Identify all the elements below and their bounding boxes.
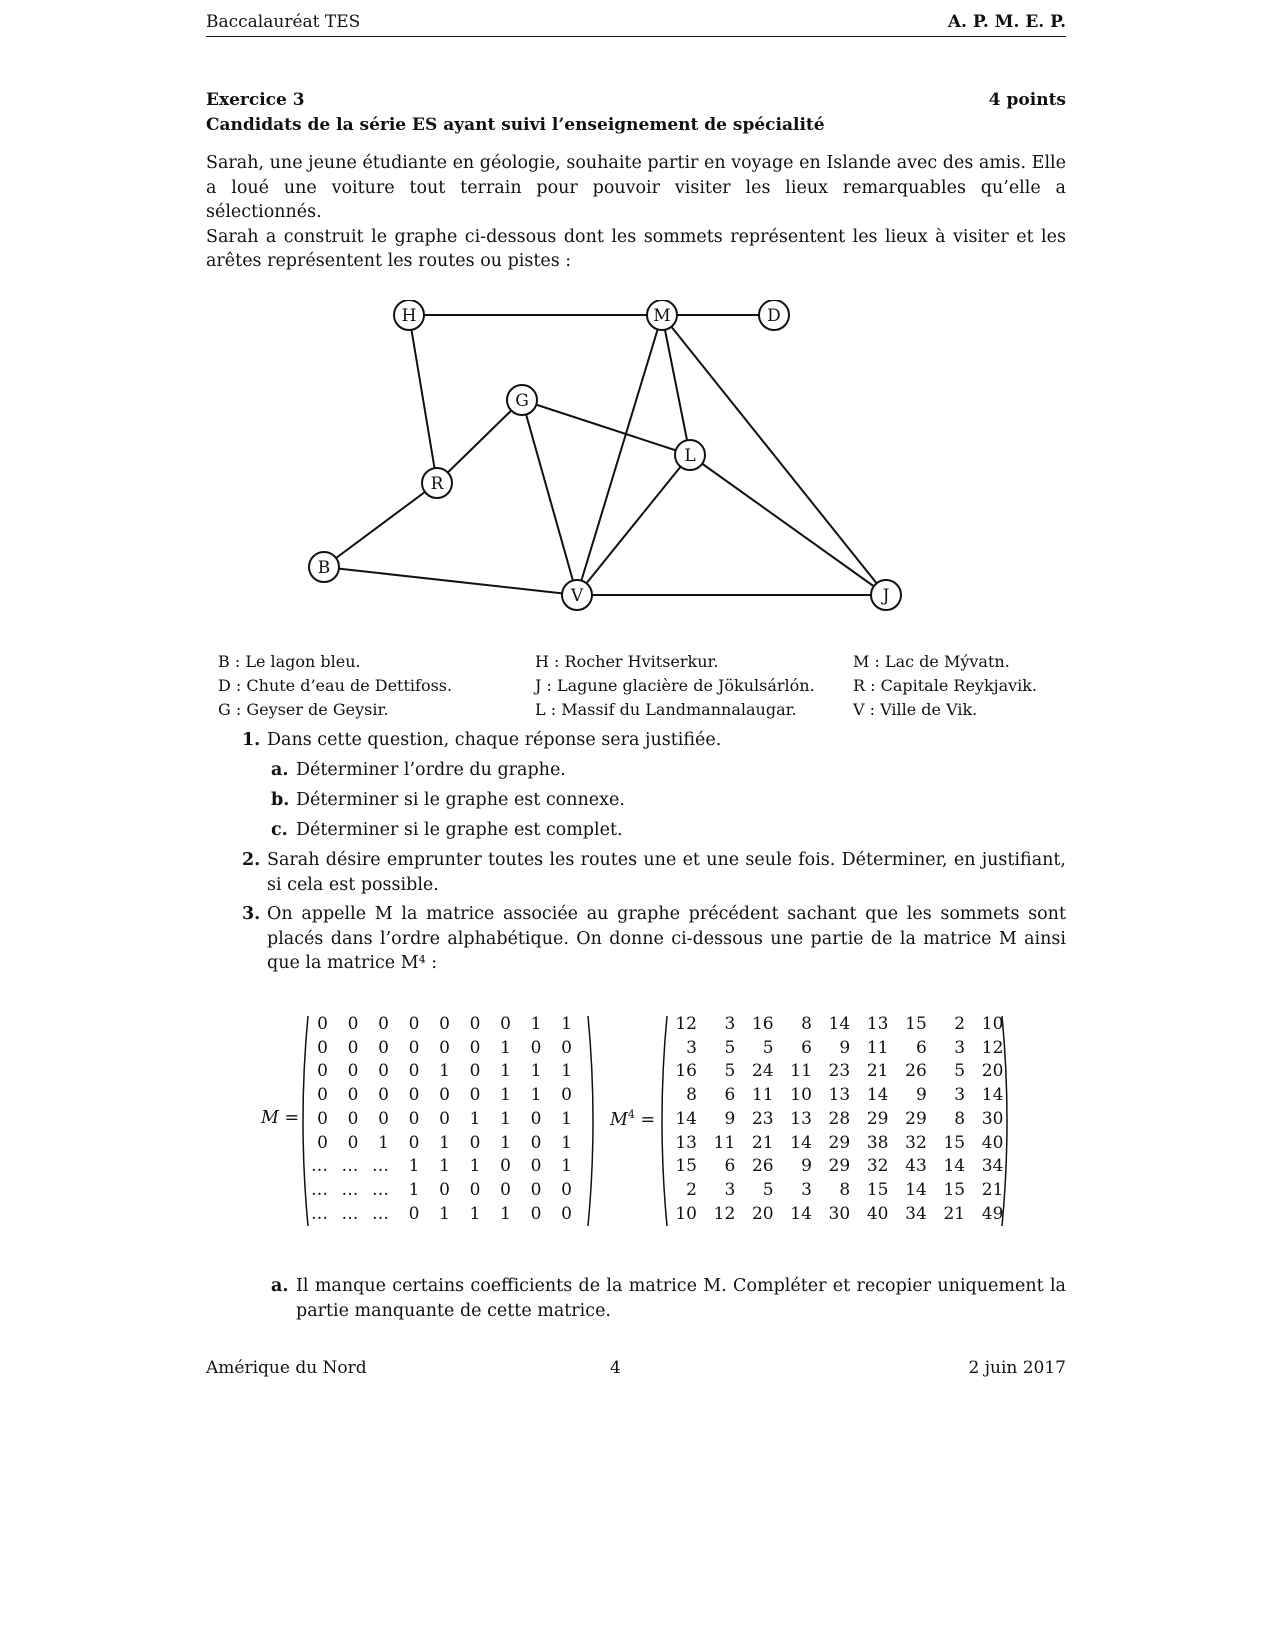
matrix-m-cell: 0 xyxy=(347,1061,359,1082)
matrix-m-cell: … xyxy=(311,1203,328,1224)
exercise-subtitle: Candidats de la série ES ayant suivi l’enseignement de spécialité xyxy=(206,115,825,135)
matrix-m4-cell: 3 xyxy=(801,1179,812,1200)
matrix-m-cell: 0 xyxy=(561,1179,572,1200)
node-D xyxy=(759,300,789,330)
matrix-m4-cell: 9 xyxy=(839,1037,851,1058)
edge-H-R xyxy=(409,315,437,483)
matrix-m-cell: 0 xyxy=(469,1014,481,1034)
matrix-m4-cell: 3 xyxy=(724,1014,736,1034)
matrix-m-cell: 0 xyxy=(317,1085,328,1106)
matrix-m-right-paren xyxy=(588,1016,593,1226)
edge-L-J xyxy=(690,455,886,595)
matrix-m-cell: 0 xyxy=(408,1132,420,1153)
legend-entry: D : Chute d’eau de Dettifoss. xyxy=(218,676,453,695)
legend-entry: H : Rocher Hvitserkur. xyxy=(535,652,719,671)
edge-R-G xyxy=(437,400,522,483)
footer-date: 2 juin 2017 xyxy=(968,1358,1066,1378)
matrix-m-cell: 1 xyxy=(439,1203,450,1224)
edge-G-L xyxy=(522,400,690,455)
matrix-m-cell: 1 xyxy=(469,1156,481,1177)
matrix-m-cell: 0 xyxy=(347,1037,359,1058)
matrix-m-cell: 0 xyxy=(530,1132,542,1153)
matrix-m4-cell: 12 xyxy=(675,1014,697,1034)
matrix-m-cell: 0 xyxy=(408,1014,420,1034)
matrix-m-cell: 1 xyxy=(561,1132,572,1153)
matrix-m4-cell: 21 xyxy=(981,1179,1004,1200)
matrix-m-cell: 1 xyxy=(378,1132,389,1153)
matrix-m-cell: … xyxy=(372,1179,389,1200)
matrix-m4-cell: 15 xyxy=(943,1132,966,1153)
matrix-m-cell: 0 xyxy=(439,1179,450,1200)
matrix-m4-cell: 12 xyxy=(713,1203,736,1224)
svg-text:L: L xyxy=(684,446,696,466)
matrix-m-cell: 1 xyxy=(408,1179,420,1200)
matrix-m-cell: 0 xyxy=(469,1132,481,1153)
matrix-m-cell: 0 xyxy=(439,1085,450,1106)
edge-M-V xyxy=(577,315,662,595)
matrix-m4-cell: 14 xyxy=(790,1132,812,1153)
svg-text:B: B xyxy=(317,558,331,578)
node-J xyxy=(871,580,901,610)
matrix-m4-cell: 29 xyxy=(828,1156,851,1177)
matrix-m4-cell: 40 xyxy=(866,1203,889,1224)
matrix-m-cell: 0 xyxy=(347,1132,359,1153)
matrix-m4-cell: 5 xyxy=(954,1061,966,1082)
matrix-m-cell: … xyxy=(372,1203,389,1224)
matrix-m-cell: … xyxy=(311,1179,328,1200)
matrix-m4-cell: 2 xyxy=(686,1179,697,1200)
matrix-m-cell: 0 xyxy=(317,1014,328,1034)
matrix-m4-cell: 5 xyxy=(724,1037,736,1058)
matrix-m-cell: 1 xyxy=(500,1061,511,1082)
matrix-m4-cell: 15 xyxy=(943,1179,966,1200)
question-number: 3. xyxy=(242,904,261,924)
question-text: Dans cette question, chaque réponse sera justifiée. xyxy=(267,730,722,750)
matrix-m4-cell: 26 xyxy=(751,1156,774,1177)
edge-R-B xyxy=(324,483,437,567)
matrix-m-cell: 0 xyxy=(530,1108,542,1129)
matrix-m-cell: 0 xyxy=(378,1061,389,1082)
matrix-m-cells xyxy=(308,1014,588,1228)
matrix-m4-cell: 13 xyxy=(828,1085,851,1106)
matrix-m4-cell: 28 xyxy=(828,1108,851,1129)
matrix-m4-cell: 9 xyxy=(724,1108,736,1129)
legend-entry: V : Ville de Vik. xyxy=(853,700,978,719)
node-R xyxy=(422,468,452,498)
matrix-m4-cell: 15 xyxy=(675,1156,697,1177)
svg-text:R: R xyxy=(430,474,444,494)
matrix-m-cell: 1 xyxy=(439,1132,450,1153)
matrix-m4-cell: 23 xyxy=(751,1108,774,1129)
matrix-m4-cell: 14 xyxy=(943,1156,966,1177)
matrix-m4-cell: 23 xyxy=(828,1061,851,1082)
matrix-m-label: M = xyxy=(261,1108,300,1128)
matrix-m4-cell: 10 xyxy=(790,1085,812,1106)
question-text: Sarah désire emprunter toutes les routes une et une seule fois. Déterminer, en justifiant, si cela est possible. xyxy=(267,850,1066,895)
matrix-m4-cell: 43 xyxy=(905,1156,927,1177)
matrix-m-cell: 0 xyxy=(500,1179,511,1200)
node-H xyxy=(394,300,424,330)
header-right: A. P. M. E. P. xyxy=(947,12,1066,32)
matrix-m-cell: 0 xyxy=(317,1037,328,1058)
matrix-m4-cell: 30 xyxy=(981,1108,1004,1129)
matrix-m4-cell: 16 xyxy=(675,1061,697,1082)
matrix-m4-cell: 14 xyxy=(981,1085,1004,1106)
matrix-m4-cell: 15 xyxy=(905,1014,927,1034)
matrix-m-cell: 1 xyxy=(500,1203,511,1224)
matrix-m-cell: 1 xyxy=(500,1037,511,1058)
svg-text:D: D xyxy=(767,306,781,326)
matrix-m-cell: … xyxy=(372,1156,389,1177)
page-header xyxy=(206,12,1066,37)
matrix-m-cell: 0 xyxy=(469,1179,481,1200)
matrix-m4-cell: 15 xyxy=(866,1179,889,1200)
matrix-m4-cell: 11 xyxy=(790,1061,812,1082)
node-G xyxy=(507,385,537,415)
question-number: 1. xyxy=(242,730,261,750)
exam-page xyxy=(206,0,1066,1650)
intro-text xyxy=(206,151,1066,274)
question-text: On appelle M la matrice associée au graphe précédent sachant que les sommets sont placés dans l’ordre alphabétique. On donne ci-dessous une partie de la matrice M ainsi que la matrice M⁴ : xyxy=(267,904,1066,973)
edge-M-L xyxy=(662,315,690,455)
matrix-m-cell: 0 xyxy=(408,1085,420,1106)
matrix-m-cell: 0 xyxy=(378,1085,389,1106)
matrix-m-cell: 0 xyxy=(378,1014,389,1034)
matrix-m-cell: 1 xyxy=(439,1061,450,1082)
matrix-m-cell: 0 xyxy=(439,1037,450,1058)
matrix-m4-cell: 24 xyxy=(751,1061,774,1082)
matrix-m-cell: 0 xyxy=(530,1037,542,1058)
matrix-m4-cell: 32 xyxy=(905,1132,927,1153)
legend-entry: J : Lagune glacière de Jökulsárlón. xyxy=(535,676,815,695)
legend-column-1 xyxy=(218,650,452,722)
matrix-m-cell: 1 xyxy=(561,1014,572,1034)
matrix-m4-cell: 13 xyxy=(790,1108,812,1129)
matrix-m-cell: 0 xyxy=(347,1014,359,1034)
intro-paragraph-2: Sarah a construit le graphe ci-dessous dont les sommets représentent les lieux à visiter et les arêtes représentent les routes ou pistes : xyxy=(206,226,1066,271)
intro-paragraph-1: Sarah, une jeune étudiante en géologie, souhaite partir en voyage en Islande avec des amis. Elle a loué une voiture tout terrain pour pouvoir visiter les lieux remarquables qu’elle a sélectionnés. xyxy=(206,153,1066,222)
exercise-points: 4 points xyxy=(988,90,1066,110)
matrix-m4-cell: 5 xyxy=(724,1061,736,1082)
svg-text:G: G xyxy=(515,391,529,411)
matrix-m-cell: 0 xyxy=(439,1014,450,1034)
matrix-m-cell: 1 xyxy=(500,1132,511,1153)
question-number: b. xyxy=(271,790,290,810)
svg-text:V: V xyxy=(570,586,584,606)
matrix-m-cell: 0 xyxy=(469,1061,481,1082)
svg-text:H: H xyxy=(401,306,417,326)
matrix-m-cell: 1 xyxy=(500,1085,511,1106)
matrix-m-cell: 1 xyxy=(561,1061,572,1082)
matrix-m-cell: 0 xyxy=(378,1037,389,1058)
matrix-m-cell: 0 xyxy=(317,1108,328,1129)
legend-column-2 xyxy=(535,650,815,722)
matrix-m4-cells xyxy=(667,1014,1002,1228)
matrix-m4-cell: 34 xyxy=(981,1156,1004,1177)
question-text: Il manque certains coefficients de la matrice M. Compléter et recopier uniquement la partie manquante de cette matrice. xyxy=(296,1276,1066,1321)
matrix-m-cell: 0 xyxy=(347,1108,359,1129)
matrix-m-cell: 1 xyxy=(500,1108,511,1129)
matrix-m4-cell: 29 xyxy=(905,1108,927,1129)
matrix-m4-cell: 49 xyxy=(981,1203,1004,1224)
legend-entry: L : Massif du Landmannalaugar. xyxy=(535,700,797,719)
matrix-m4-cell: 3 xyxy=(954,1037,966,1058)
matrix-m4-cell: 40 xyxy=(981,1132,1004,1153)
matrix-m-cell: 1 xyxy=(469,1108,481,1129)
matrix-m4-cell: 6 xyxy=(801,1037,812,1058)
matrix-m4-cell: 8 xyxy=(686,1085,697,1106)
matrix-m4-cell: 11 xyxy=(713,1132,736,1153)
matrix-m-cell: 0 xyxy=(408,1203,420,1224)
matrix-m4-cell: 14 xyxy=(675,1108,697,1129)
matrix-m-cell: 0 xyxy=(530,1179,542,1200)
matrix-m-cell: 0 xyxy=(561,1037,572,1058)
matrix-m4-cell: 30 xyxy=(828,1203,851,1224)
matrix-m-cell: 0 xyxy=(469,1037,481,1058)
edge-B-V xyxy=(324,567,577,595)
matrix-m4-cell: 6 xyxy=(724,1085,736,1106)
matrix-m4-cell: 8 xyxy=(801,1014,812,1034)
svg-text:M: M xyxy=(653,306,671,326)
matrix-m4-cell: 12 xyxy=(981,1037,1004,1058)
matrix-m4-label: $M^4$ = xyxy=(610,1108,656,1130)
matrix-m4-cell: 6 xyxy=(915,1037,927,1058)
legend-entry: G : Geyser de Geysir. xyxy=(218,700,389,719)
matrix-m-cell: … xyxy=(341,1179,359,1200)
matrix-m-cell: 0 xyxy=(408,1108,420,1129)
matrix-m4-cell: 2 xyxy=(954,1014,966,1034)
node-B xyxy=(309,552,339,582)
matrix-m4-cell: 26 xyxy=(905,1061,927,1082)
matrix-m4-cell: 21 xyxy=(943,1203,966,1224)
matrix-m4-cell: 21 xyxy=(751,1132,774,1153)
matrix-m-cell: … xyxy=(341,1156,359,1177)
matrix-m-cell: 1 xyxy=(408,1156,420,1177)
matrix-m-cell: 0 xyxy=(378,1108,389,1129)
legend-column-3 xyxy=(853,650,1037,722)
matrix-m4-cell: 3 xyxy=(954,1085,966,1106)
edge-L-V xyxy=(577,455,690,595)
matrix-m4-cell: 29 xyxy=(828,1132,851,1153)
matrix-m-cell: 0 xyxy=(347,1085,359,1106)
matrix-m-cell: 0 xyxy=(408,1061,420,1082)
edge-G-V xyxy=(522,400,577,595)
node-M xyxy=(647,300,677,330)
matrix-m4-cell: 20 xyxy=(981,1061,1004,1082)
matrix-m-cell: 1 xyxy=(469,1203,481,1224)
matrix-m-cell: … xyxy=(311,1156,328,1177)
matrix-m4-cell: 13 xyxy=(866,1014,889,1034)
svg-text:J: J xyxy=(882,586,890,606)
matrix-m4-cell: 16 xyxy=(751,1014,774,1034)
matrix-m4-cell: 5 xyxy=(762,1037,774,1058)
matrix-m4-cell: 11 xyxy=(866,1037,889,1058)
matrix-m4-cell: 5 xyxy=(762,1179,774,1200)
matrix-m4-cell: 14 xyxy=(828,1014,851,1034)
matrix-m-cell: 1 xyxy=(530,1085,542,1106)
matrix-m-cell: 0 xyxy=(500,1014,511,1034)
question-text: Déterminer si le graphe est complet. xyxy=(296,820,623,840)
question-text: Déterminer l’ordre du graphe. xyxy=(296,760,566,780)
legend-entry: M : Lac de Mývatn. xyxy=(853,652,1010,671)
matrix-m-cell: … xyxy=(341,1203,359,1224)
footer-page-number: 4 xyxy=(610,1358,621,1378)
matrix-m-cell: 0 xyxy=(561,1203,572,1224)
node-V xyxy=(562,580,592,610)
matrix-m4-cell: 32 xyxy=(866,1156,889,1177)
matrix-m-cell: 0 xyxy=(469,1085,481,1106)
matrix-m4-cell: 20 xyxy=(751,1203,774,1224)
matrix-m4-cell: 9 xyxy=(915,1085,927,1106)
header-left: Baccalauréat TES xyxy=(206,12,361,32)
graph-figure xyxy=(206,300,1066,640)
matrix-m4-cell: 38 xyxy=(866,1132,889,1153)
matrix-m4-cell: 6 xyxy=(724,1156,736,1177)
matrix-m-cell: 1 xyxy=(561,1108,572,1129)
matrix-m-cell: 0 xyxy=(439,1108,450,1129)
question-number: a. xyxy=(271,760,289,780)
question-number: a. xyxy=(271,1276,289,1296)
matrix-m-cell: 0 xyxy=(317,1132,328,1153)
matrix-m-cell: 0 xyxy=(530,1203,542,1224)
matrix-m-cell: 1 xyxy=(561,1156,572,1177)
exercise-title-row xyxy=(206,90,1066,110)
matrix-m4-cell: 10 xyxy=(675,1203,697,1224)
exercise-title: Exercice 3 xyxy=(206,90,305,110)
matrix-m4-cell: 13 xyxy=(675,1132,697,1153)
footer-left: Amérique du Nord xyxy=(206,1358,367,1378)
matrix-m4-cell: 14 xyxy=(905,1179,927,1200)
matrix-m-cell: 0 xyxy=(561,1085,572,1106)
matrix-m4-cell: 34 xyxy=(905,1203,927,1224)
matrix-m4-cell: 9 xyxy=(801,1156,812,1177)
matrix-m4-cell: 3 xyxy=(724,1179,736,1200)
question-number: c. xyxy=(271,820,288,840)
matrix-m-cell: 1 xyxy=(530,1061,542,1082)
matrix-m-cell: 0 xyxy=(500,1156,511,1177)
matrix-m-cell: 1 xyxy=(439,1156,450,1177)
legend-entry: R : Capitale Reykjavik. xyxy=(853,676,1038,695)
question-text: Déterminer si le graphe est connexe. xyxy=(296,790,625,810)
matrix-m-cell: 0 xyxy=(317,1061,328,1082)
matrix-m4-cell: 14 xyxy=(790,1203,812,1224)
matrix-m-cell: 1 xyxy=(530,1014,542,1034)
matrix-m4-cell: 8 xyxy=(839,1179,851,1200)
matrix-m4-cell: 8 xyxy=(954,1108,966,1129)
question-number: 2. xyxy=(242,850,261,870)
matrix-m4-cell: 3 xyxy=(686,1037,697,1058)
node-L xyxy=(675,440,705,470)
matrix-m4-cell: 14 xyxy=(866,1085,889,1106)
matrix-m4-cell: 21 xyxy=(866,1061,889,1082)
matrix-m4-cell: 10 xyxy=(981,1014,1004,1034)
legend-entry: B : Le lagon bleu. xyxy=(218,652,361,671)
matrix-m-cell: 0 xyxy=(408,1037,420,1058)
matrix-m4-cell: 29 xyxy=(866,1108,889,1129)
matrix-m-cell: 0 xyxy=(530,1156,542,1177)
matrix-m4-cell: 11 xyxy=(751,1085,774,1106)
